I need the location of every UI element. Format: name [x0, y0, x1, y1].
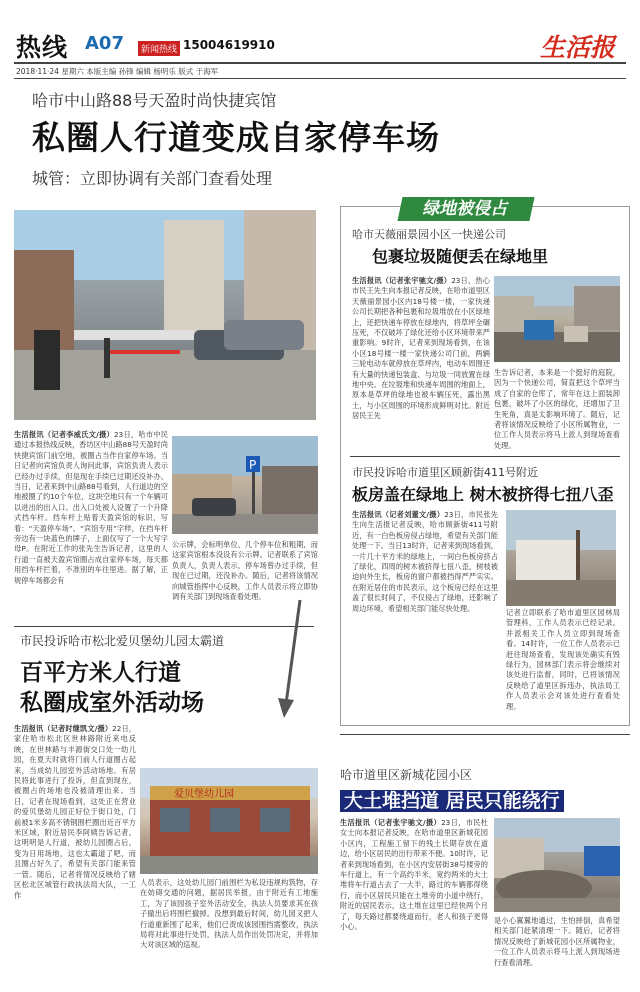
greenbelt-banner: 绿地被侵占: [397, 197, 534, 221]
kinder-body-col1-top: [14, 724, 136, 900]
credits-rule: [14, 78, 626, 79]
story2-headline: 板房盖在绿地上 树木被挤得七扭八歪: [352, 485, 614, 504]
board-house-photo: [506, 510, 616, 606]
parking-sign-photo: [172, 436, 318, 534]
lead-body-text-1: 23日，哈市中民通过本报热线反映，香坊区中山路88号天盈时尚快捷宾馆门前空地，被圈占当作自家停车场。当日记者向宾馆负责人询问此事，宾馆负责人表示已经办过手续，但是现在手续已过期还没补办。当日，记者来到中山路88号看到，人行道边的空地被圈了约10个车位，这块空地只有一个车辆可以进出的出入口。出入口处被人设置了一个升降式挡车杆。挡车杆上贴着天盈宾馆的标识，写着：“天盈停车场”、“宾馆专用”字样，在挡车杆旁边有一块蓝色的牌子，上面仅写了一个大写字母P。在附近工作的张先生告诉记者，这里的人行道一直被天盈宾馆圈占成自家停车场，每天都用挡车杆拦着，不准别的车往里进。据了解，正规停车场都会有: [14, 430, 168, 585]
lead-body-col2: 公示牌，会标明单位、几个停车位和粗期，而这家宾馆根本没设有公示牌。记者联系了宾馆负责人，负责人表示，停车场曾办过手续，但现在已过期，还没补办。随后，记者将该情况向城管指挥中心反映，工作人员表示将立即协调有关部门到现场查看处理。: [172, 540, 318, 602]
kinder-body-col2: 人员表示，这处幼儿园门前围栏为私设违规构筑物，存在妨碍交通的问题，据居民举报，由于附近有工地施工，为了该园孩子室外活动安全，执法人员要求其在孩子撤出后将围栏撤掉。没想到最后时间，幼儿园又把人行道重新围了起来，他们已责成该园围挡需整改，执法局将对此事进行处罚，执法人员作出处罚决定，并将加大对该区域的巡视。: [140, 878, 318, 950]
lead-body-col1: [14, 430, 168, 622]
story1-byline: 生活报讯（记者张宇驰文/摄）: [352, 276, 452, 285]
story1-headline: 包裹垃圾随便丢在绿地里: [372, 247, 549, 266]
masthead-rule: [14, 62, 626, 64]
greenbelt-divider: [350, 456, 620, 457]
lead-headline: 私圈人行道变成自家停车场: [32, 118, 440, 157]
kinder-headline-1: 百平方米人行道: [20, 660, 181, 686]
story2-body-left: [352, 510, 498, 718]
lead-subheadline: 城管：立即协调有关部门查看处理: [32, 169, 273, 188]
arrow-icon: [276, 600, 306, 720]
story2-body-right: 记者立即联系了哈市道里区园林局管理科，工作人员表示已经记录，并派相关工作人员立即到现场查看。14时许，一位工作人员表示已赶往现场查看，发现该处确实有毁绿行为，园林部门表示将会继续对该处进行监督，同时，已将该情况反映给了道里区拆违办，执法局工作人员表示会对该处进行查看处理。: [506, 608, 620, 711]
dirt-headline-wrap: [340, 786, 564, 813]
lead-kicker: 哈市中山路88号天盈时尚快捷宾馆: [32, 91, 277, 110]
dirt-headline: 大土堆挡道 居民只能绕行: [340, 790, 564, 812]
story1-body-text: 23日，热心市民王先生向本报记者反映，在哈市道里区天薇丽景园小区内18号楼一楼，一家快递公司长期把各种包裹和垃圾堆放在小区绿地上，还把快递车停放在绿地内，将草坪全碾压死，不仅破坏了绿化还给小区环境带来严重影响。9时许，记者来到现场看到，在该小区18号楼一楼一家快递公司门前，两辆三轮电动车就停放在草坪内，电动车周围还有大量的快递包装盒、与垃圾一同放置在绿地中央。在垃圾堆和快递车周围的地面上，原本是草坪的绿地也被车辆压死，露出黑土，与小区周围的环境形成鲜明对比。附近居民王先: [352, 276, 490, 421]
dirt-top-rule: [340, 734, 630, 735]
story2-body-text: 23日，市民张先生向生活报记者反映，哈市顾新街411号附近，有一白色板房侵占绿地，希望有关部门能处理一下。当日13时许，记者来到现场看到，一片几十平方米的绿地上，一间白色板房挤占了绿化，四周的树木被挤得七扭八歪，树枝被迫向外生长，板房的窗户都被挡得严严实实。在附近居住的市民表示，这个板房已经在这里盖了很长时间了，不仅侵占了绿地，还影响了周边环境，希望相关部门能尽快处理。: [352, 510, 498, 613]
dirt-body-right: 是小心翼翼地通过，生怕摔倒，真希望相关部门赶紧清理一下。随后，记者将情况反映给了新城花园小区所属物业，一位工作人员表示将马上派人到现场进行查看清理。: [494, 916, 620, 967]
story2-kicker: 市民投诉哈市道里区顾新街411号附近: [352, 466, 538, 479]
greenbelt-photo: [494, 276, 620, 362]
svg-text:P: P: [249, 458, 257, 472]
parking-lot-photo: [14, 210, 316, 420]
story1-kicker: 哈市天薇丽景园小区一快递公司: [352, 228, 506, 241]
dirt-byline: 生活报讯（记者张宇驰文/摄）: [340, 818, 442, 827]
story1-body-right: 生告诉记者，本来是一个挺好的庭院，因为一个快递公司，简直把这个草坪当成了自家的仓库了，常年在这上面装卸包裹，破坏了小区的绿化，还增加了卫生死角，真是太影响环境了。随后，记者将该情况反映给了小区所属物业，一位工作人员表示将马上派人到现场查看处理。: [494, 368, 620, 450]
dirt-kicker: 哈市道里区新城花园小区: [340, 768, 473, 782]
dirt-body-text: 23日，市民杜女士向本报记者反映，在哈市道里区新城花园小区内，工程施工留下的残土长期存放在道边，给小区居民的出行带来不便。10时许，记者来到现场看到，在小区内安居街38号楼旁的车行道上，有一个高约半米，宽约两米的大土堆将车行道占去了一大半，路过的车辆都得绕行，而小区居民只能在土堆旁的小道中绕行，附近的居民表示，这土堆在这里已经快两个月了，每天路过都要绕道而行，老人和孩子更得小心。: [340, 818, 488, 932]
hotline-label: 新闻热线: [138, 41, 180, 56]
kinder-byline: 生活报讯（记者时继凯文/摄）: [14, 724, 113, 733]
kinder-top-rule: [14, 626, 314, 627]
kindergarten-sign-text: 爱贝堡幼儿园: [174, 789, 234, 800]
section-title: 热线: [16, 33, 69, 62]
hotline-number: 15004619910: [183, 38, 275, 52]
dirt-pile-photo: [494, 818, 620, 912]
kinder-kicker: 市民投诉哈市松北爱贝堡幼儿园太霸道: [20, 634, 225, 648]
kindergarten-photo: [140, 768, 318, 874]
lead-byline: 生活报讯（记者李威氏文/摄）: [14, 430, 115, 439]
story2-byline: 生活报讯（记者刘董文/摄）: [352, 510, 445, 519]
kinder-headline-2: 私圈成室外活动场: [20, 690, 204, 716]
dirt-body-left: [340, 818, 488, 984]
page-code: A07: [85, 33, 124, 54]
issue-credits: 2018·11·24 星期六 本版主编 孙锋 编辑 杨明乐 版式 于海军: [16, 67, 219, 76]
story1-body-left: [352, 276, 490, 448]
newspaper-logo: 生活报: [540, 33, 616, 62]
kinder-body-text: 22日，家住哈市松北区世林路附近来电反映，在世林路与丰源街交口处一幼儿园，在夏天时就将门前人行道圈占起来，当成幼儿园室外活动场地。有居民将此事进行了投诉，但直到现在，被圈占的场地也没被清理出来。当日，记者在现场看到，这处正在营业的爱贝堡幼儿园正好位于街口处，门前被1米多高不锈钢围栏圈出近百平方米区域，附近居民李阿姨告诉记者，这明明是人行道，被幼儿园圈占后，变为日用场地，这也太霸道了吧，而且圈占好久了，希望有关部门能来管一管。随后，记者将情况反映给了辖区松北区城管行政执法局大队，一工作: [14, 724, 136, 900]
